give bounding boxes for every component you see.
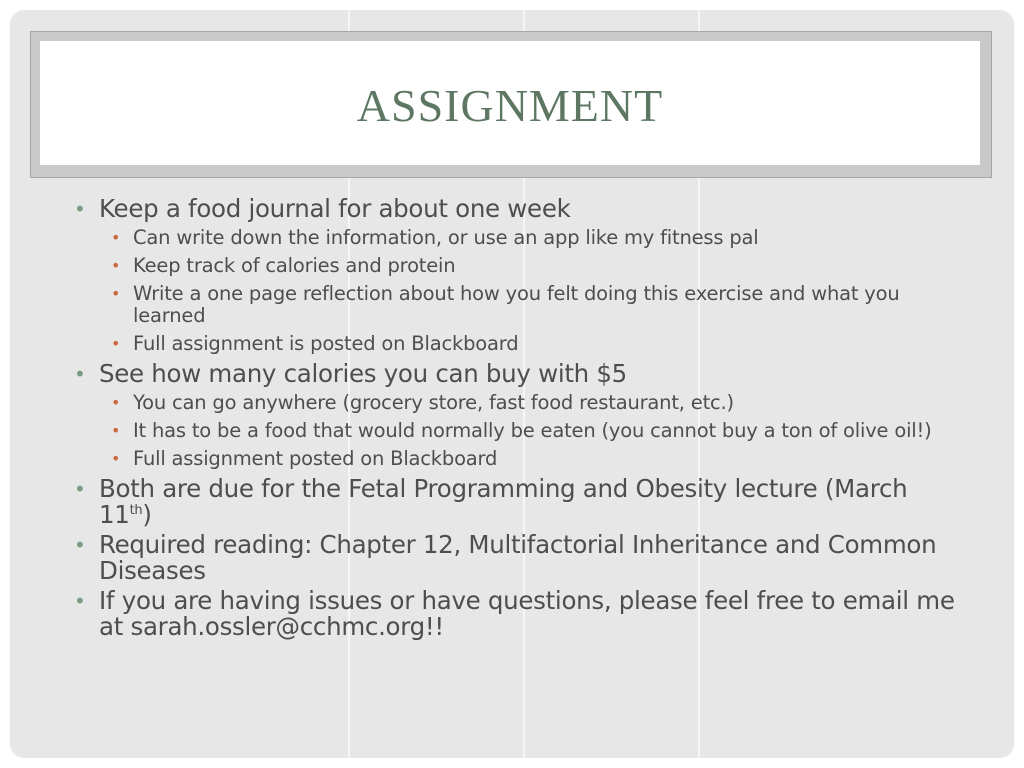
bullet-item bbox=[74, 532, 964, 584]
sub-bullet-icon: • bbox=[111, 334, 121, 353]
sub-bullet-text: Can write down the information, or use an app like my fitness pal bbox=[133, 226, 759, 249]
sub-bullet-icon: • bbox=[111, 449, 121, 468]
sub-bullet-item bbox=[99, 283, 964, 327]
slide-title: ASSIGNMENT bbox=[356, 80, 664, 131]
sub-bullet-list bbox=[99, 227, 964, 355]
sub-bullet-item bbox=[99, 255, 964, 277]
bullet-text: Required reading: Chapter 12, Multifactorial Inheritance and Common Diseases bbox=[99, 530, 937, 585]
bullet-text-end: ) bbox=[142, 500, 152, 529]
bullet-list bbox=[74, 196, 964, 640]
sub-bullet-item bbox=[99, 227, 964, 249]
bullet-item bbox=[74, 196, 964, 355]
bullet-text: Both are due for the Fetal Programming and Obesity lecture (March 11 bbox=[99, 474, 908, 529]
sub-bullet-item bbox=[99, 392, 964, 414]
superscript: th bbox=[129, 502, 143, 518]
bullet-text: See how many calories you can buy with $5 bbox=[99, 359, 627, 388]
sub-bullet-text: Write a one page reflection about how you felt doing this exercise and what you learned bbox=[133, 282, 900, 327]
bullet-icon: • bbox=[74, 533, 86, 557]
bullet-text: Keep a food journal for about one week bbox=[99, 194, 571, 223]
bullet-item bbox=[74, 361, 964, 470]
sub-bullet-icon: • bbox=[111, 284, 121, 303]
sub-bullet-icon: • bbox=[111, 256, 121, 275]
bullet-text: If you are having issues or have questions, please feel free to email me at sarah.ossler@cchmc.org!! bbox=[99, 586, 955, 641]
sub-bullet-item bbox=[99, 333, 964, 355]
sub-bullet-icon: • bbox=[111, 421, 121, 440]
sub-bullet-item bbox=[99, 448, 964, 470]
bullet-icon: • bbox=[74, 589, 86, 613]
sub-bullet-item bbox=[99, 420, 964, 442]
sub-bullet-text: Full assignment is posted on Blackboard bbox=[133, 332, 519, 355]
sub-bullet-list bbox=[99, 392, 964, 470]
slide bbox=[10, 10, 1014, 758]
bullet-icon: • bbox=[74, 477, 86, 501]
bullet-item bbox=[74, 588, 964, 640]
sub-bullet-text: Full assignment posted on Blackboard bbox=[133, 447, 498, 470]
sub-bullet-text: You can go anywhere (grocery store, fast food restaurant, etc.) bbox=[133, 391, 734, 414]
sub-bullet-icon: • bbox=[111, 393, 121, 412]
sub-bullet-text: It has to be a food that would normally be eaten (you cannot buy a ton of olive oil!) bbox=[133, 419, 932, 442]
bullet-item bbox=[74, 476, 964, 528]
bullet-icon: • bbox=[74, 197, 86, 221]
slide-content bbox=[74, 196, 964, 644]
sub-bullet-text: Keep track of calories and protein bbox=[133, 254, 456, 277]
title-box bbox=[40, 41, 980, 165]
bullet-icon: • bbox=[74, 362, 86, 386]
sub-bullet-icon: • bbox=[111, 228, 121, 247]
